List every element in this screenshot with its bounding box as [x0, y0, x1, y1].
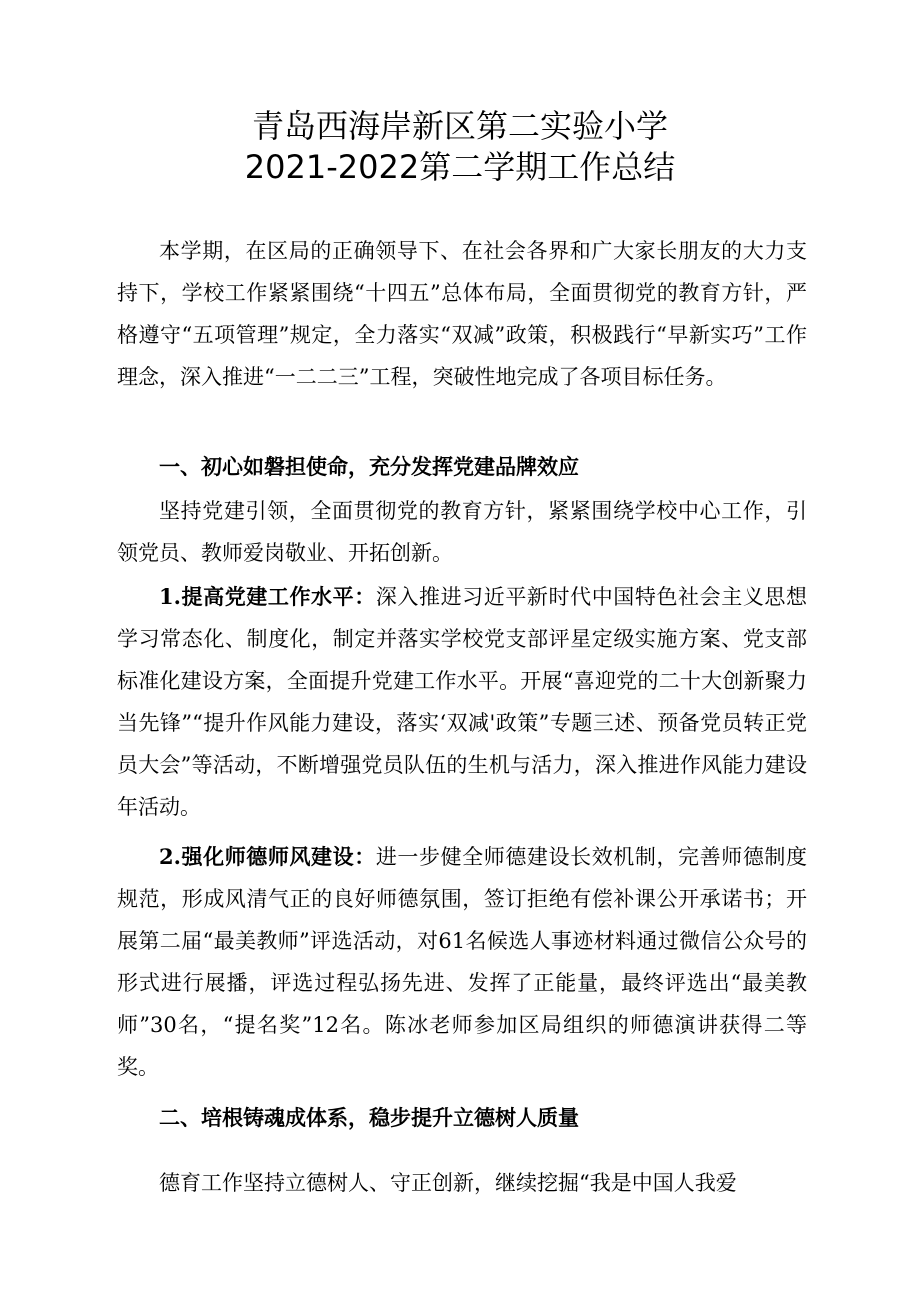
- section1-item1-lead: 1.提高党建工作水平：: [159, 584, 376, 609]
- section2-heading: 二、培根铸魂成体系，稳步提升立德树人质量: [159, 1105, 579, 1130]
- document-title-line1: 青岛西海岸新区第二实验小学: [251, 107, 668, 145]
- section1-item1: [117, 576, 807, 828]
- document-title-line2: 2021-2022第二学期工作总结: [244, 148, 676, 186]
- intro-paragraph: 本学期，在区局的正确领导下、在社会各界和广大家长朋友的大力支持下，学校工作紧紧围绕“十四五”总体布局，全面贯彻党的教育方针，严格遵守“五项管理”规定，全力落实“双减”政策，积极践行“早新实巧”工作理念，深入推进“一二二三”工程，突破性地完成了各项目标任务。: [117, 239, 807, 389]
- section1-item2: [117, 836, 807, 1088]
- section1-item2-lead: 2.强化师德师风建设：: [159, 844, 376, 869]
- section1-item2-body: 进一步健全师德建设长效机制，完善师德制度规范，形成风清气正的良好师德氛围，签订拒绝有偿补课公开承诺书；开展第二届“最美教师”评选活动，对61名候选人事迹材料通过微信公众号的形式进行展播，评选过程弘扬先进、发挥了正能量，最终评选出“最美教师”30名，“提名奖”12名。陈冰老师参加区局组织的师德演讲获得二等奖。: [117, 845, 807, 1079]
- section1-body: 坚持党建引领，全面贯彻党的教育方针，紧紧围绕学校中心工作，引领党员、教师爱岗敬业、开拓创新。: [117, 499, 807, 565]
- section1-heading: 一、初心如磐担使命，充分发挥党建品牌效应: [159, 454, 579, 479]
- section2-body: 德育工作坚持立德树人、守正创新，继续挖掘“我是中国人我爱: [159, 1171, 737, 1195]
- section1-item1-body: 深入推进习近平新时代中国特色社会主义思想学习常态化、制度化，制定并落实学校党支部评星定级实施方案、党支部标准化建设方案，全面提升党建工作水平。开展“喜迎党的二十大创新聚力当先锋”“提升作风能力建设，落实‘双减'政策”专题三述、预备党员转正党员大会”等活动，不断增强党员队伍的生机与活力，深入推进作风能力建设年活动。: [117, 585, 807, 819]
